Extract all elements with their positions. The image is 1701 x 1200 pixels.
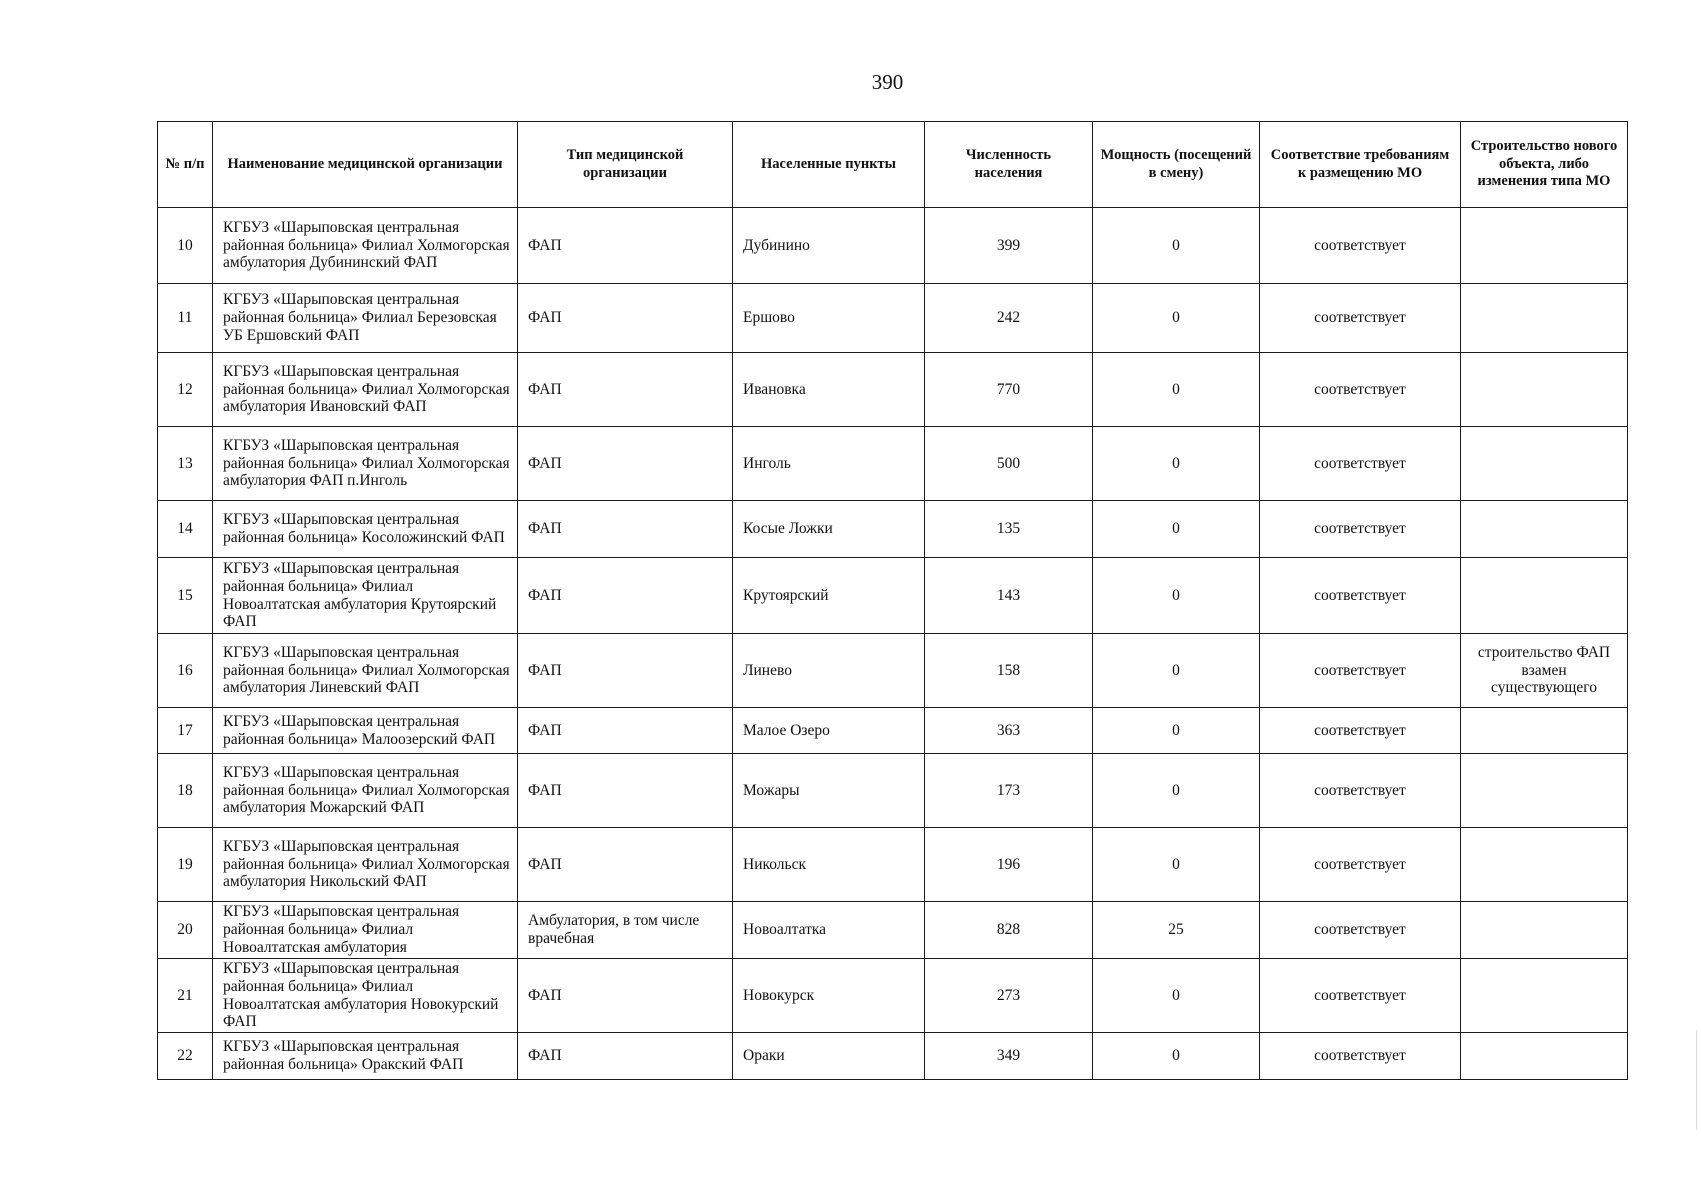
organization-type-cell: ФАП (518, 708, 733, 754)
compliance-cell: соответствует (1260, 708, 1461, 754)
compliance-cell: соответствует (1260, 353, 1461, 427)
settlement-cell: Дубинино (733, 208, 925, 284)
row-number-cell: 14 (158, 501, 213, 558)
organization-name-cell: КГБУЗ «Шарыповская центральная районная больница» Косоложинский ФАП (213, 501, 518, 558)
capacity-cell: 0 (1093, 427, 1260, 501)
settlement-cell: Крутоярский (733, 558, 925, 634)
table-row (158, 427, 1628, 501)
compliance-cell: соответствует (1260, 208, 1461, 284)
table-row (158, 284, 1628, 353)
construction-cell (1461, 959, 1628, 1033)
construction-cell (1461, 501, 1628, 558)
capacity-cell: 0 (1093, 754, 1260, 828)
population-cell: 500 (925, 427, 1093, 501)
organization-name-cell: КГБУЗ «Шарыповская центральная районная больница» Филиал Новоалтатская амбулатория (213, 902, 518, 959)
compliance-cell: соответствует (1260, 754, 1461, 828)
capacity-cell: 0 (1093, 208, 1260, 284)
settlement-cell: Малое Озеро (733, 708, 925, 754)
population-cell: 173 (925, 754, 1093, 828)
organization-name-cell: КГБУЗ «Шарыповская центральная районная больница» Филиал Березовская УБ Ершовский ФАП (213, 284, 518, 353)
scan-edge-mark (1696, 1030, 1697, 1130)
row-number-cell: 15 (158, 558, 213, 634)
construction-cell (1461, 208, 1628, 284)
settlement-cell: Можары (733, 754, 925, 828)
capacity-cell: 0 (1093, 959, 1260, 1033)
population-cell: 158 (925, 634, 1093, 708)
capacity-cell: 0 (1093, 353, 1260, 427)
organization-type-cell: ФАП (518, 828, 733, 902)
compliance-cell: соответствует (1260, 558, 1461, 634)
settlement-cell: Линево (733, 634, 925, 708)
construction-cell (1461, 353, 1628, 427)
table-row (158, 1033, 1628, 1080)
page-number: 390 (871, 70, 904, 94)
population-cell: 363 (925, 708, 1093, 754)
row-number-cell: 19 (158, 828, 213, 902)
settlement-cell: Инголь (733, 427, 925, 501)
header-organization-type: Тип медицинской организации (518, 122, 733, 208)
header-settlements: Населенные пункты (733, 122, 925, 208)
row-number-cell: 18 (158, 754, 213, 828)
organization-name-cell: КГБУЗ «Шарыповская центральная районная больница» Филиал Холмогорская амбулатория Ивановский ФАП (213, 353, 518, 427)
settlement-cell: Новокурск (733, 959, 925, 1033)
compliance-cell: соответствует (1260, 427, 1461, 501)
table-row (158, 902, 1628, 959)
settlement-cell: Новоалтатка (733, 902, 925, 959)
organization-name-cell: КГБУЗ «Шарыповская центральная районная больница» Филиал Новоалтатская амбулатория Новокурский ФАП (213, 959, 518, 1033)
population-cell: 135 (925, 501, 1093, 558)
organization-name-cell: КГБУЗ «Шарыповская центральная районная больница» Филиал Новоалтатская амбулатория Крутоярский ФАП (213, 558, 518, 634)
population-cell: 196 (925, 828, 1093, 902)
row-number-cell: 12 (158, 353, 213, 427)
organization-type-cell: ФАП (518, 558, 733, 634)
organization-type-cell: ФАП (518, 754, 733, 828)
table-header-row (158, 122, 1628, 208)
compliance-cell: соответствует (1260, 959, 1461, 1033)
table-row (158, 208, 1628, 284)
facilities-table (157, 121, 1628, 1080)
row-number-cell: 16 (158, 634, 213, 708)
capacity-cell: 0 (1093, 708, 1260, 754)
organization-type-cell: ФАП (518, 353, 733, 427)
organization-type-cell: ФАП (518, 284, 733, 353)
header-population: Численность населения (925, 122, 1093, 208)
organization-name-cell: КГБУЗ «Шарыповская центральная районная больница» Филиал Холмогорская амбулатория Дубининский ФАП (213, 208, 518, 284)
table-row (158, 634, 1628, 708)
header-capacity: Мощность (посещений в смену) (1093, 122, 1260, 208)
header-compliance: Соответствие требованиям к размещению МО (1260, 122, 1461, 208)
header-organization-name: Наименование медицинской организации (213, 122, 518, 208)
organization-name-cell: КГБУЗ «Шарыповская центральная районная больница» Филиал Холмогорская амбулатория ФАП п.Инголь (213, 427, 518, 501)
organization-type-cell: Амбулатория, в том числе врачебная (518, 902, 733, 959)
population-cell: 242 (925, 284, 1093, 353)
capacity-cell: 25 (1093, 902, 1260, 959)
organization-type-cell: ФАП (518, 1033, 733, 1080)
construction-cell (1461, 558, 1628, 634)
row-number-cell: 10 (158, 208, 213, 284)
header-construction: Строительство нового объекта, либо изменения типа МО (1461, 122, 1628, 208)
construction-cell (1461, 828, 1628, 902)
population-cell: 399 (925, 208, 1093, 284)
construction-cell: строительство ФАП взамен существующего (1461, 634, 1628, 708)
settlement-cell: Никольск (733, 828, 925, 902)
compliance-cell: соответствует (1260, 501, 1461, 558)
population-cell: 349 (925, 1033, 1093, 1080)
compliance-cell: соответствует (1260, 1033, 1461, 1080)
organization-name-cell: КГБУЗ «Шарыповская центральная районная больница» Оракский ФАП (213, 1033, 518, 1080)
compliance-cell: соответствует (1260, 284, 1461, 353)
settlement-cell: Ивановка (733, 353, 925, 427)
row-number-cell: 22 (158, 1033, 213, 1080)
row-number-cell: 21 (158, 959, 213, 1033)
capacity-cell: 0 (1093, 1033, 1260, 1080)
table-row (158, 353, 1628, 427)
population-cell: 273 (925, 959, 1093, 1033)
table-row (158, 501, 1628, 558)
construction-cell (1461, 708, 1628, 754)
table-row (158, 558, 1628, 634)
population-cell: 828 (925, 902, 1093, 959)
capacity-cell: 0 (1093, 501, 1260, 558)
capacity-cell: 0 (1093, 828, 1260, 902)
organization-name-cell: КГБУЗ «Шарыповская центральная районная больница» Филиал Холмогорская амбулатория Можарский ФАП (213, 754, 518, 828)
table-row (158, 959, 1628, 1033)
capacity-cell: 0 (1093, 634, 1260, 708)
compliance-cell: соответствует (1260, 634, 1461, 708)
row-number-cell: 13 (158, 427, 213, 501)
settlement-cell: Ораки (733, 1033, 925, 1080)
capacity-cell: 0 (1093, 558, 1260, 634)
construction-cell (1461, 1033, 1628, 1080)
organization-name-cell: КГБУЗ «Шарыповская центральная районная больница» Филиал Холмогорская амбулатория Линевский ФАП (213, 634, 518, 708)
row-number-cell: 17 (158, 708, 213, 754)
organization-name-cell: КГБУЗ «Шарыповская центральная районная больница» Малоозерский ФАП (213, 708, 518, 754)
organization-type-cell: ФАП (518, 959, 733, 1033)
organization-type-cell: ФАП (518, 634, 733, 708)
organization-type-cell: ФАП (518, 501, 733, 558)
organization-type-cell: ФАП (518, 208, 733, 284)
compliance-cell: соответствует (1260, 902, 1461, 959)
header-number: № п/п (158, 122, 213, 208)
construction-cell (1461, 284, 1628, 353)
table-row (158, 828, 1628, 902)
settlement-cell: Косые Ложки (733, 501, 925, 558)
table-row (158, 708, 1628, 754)
capacity-cell: 0 (1093, 284, 1260, 353)
population-cell: 770 (925, 353, 1093, 427)
organization-name-cell: КГБУЗ «Шарыповская центральная районная больница» Филиал Холмогорская амбулатория Никольский ФАП (213, 828, 518, 902)
row-number-cell: 11 (158, 284, 213, 353)
compliance-cell: соответствует (1260, 828, 1461, 902)
organization-type-cell: ФАП (518, 427, 733, 501)
row-number-cell: 20 (158, 902, 213, 959)
construction-cell (1461, 902, 1628, 959)
construction-cell (1461, 427, 1628, 501)
settlement-cell: Ершово (733, 284, 925, 353)
population-cell: 143 (925, 558, 1093, 634)
construction-cell (1461, 754, 1628, 828)
table-row (158, 754, 1628, 828)
